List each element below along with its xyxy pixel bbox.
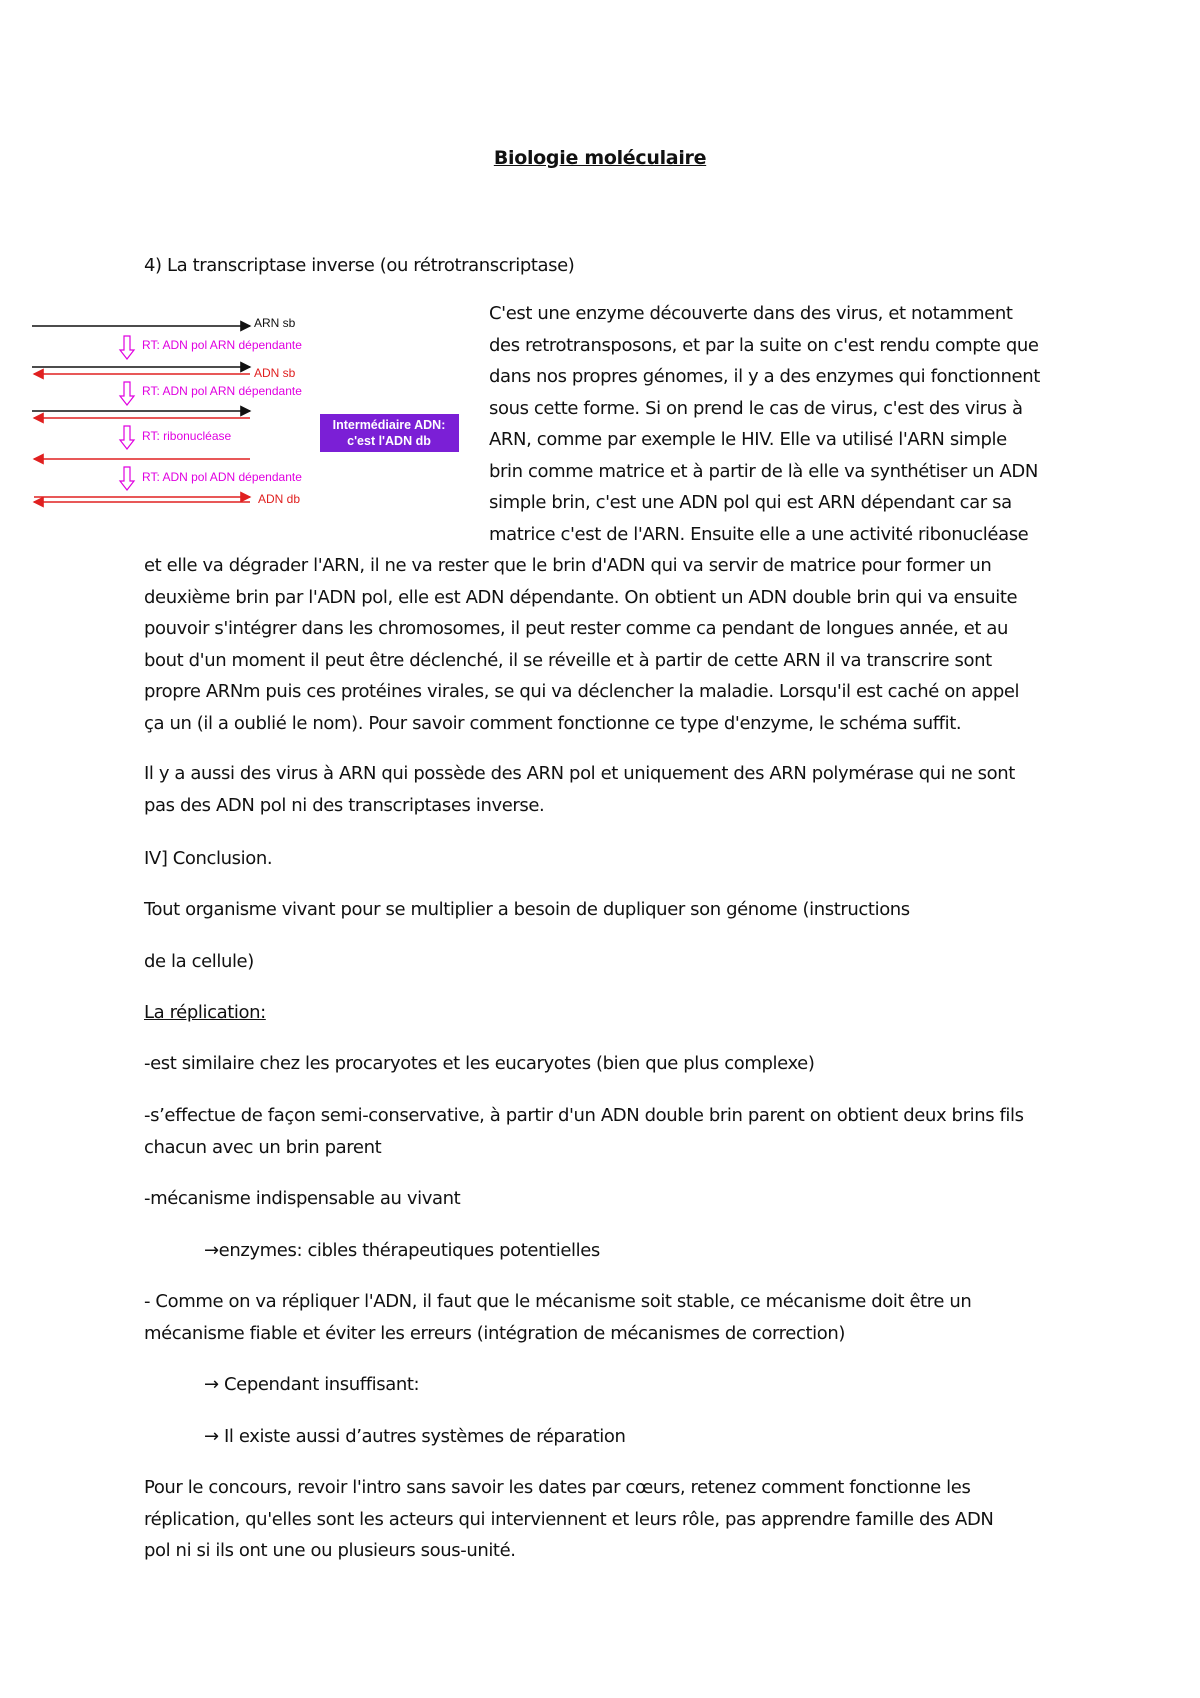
text-line: - Comme on va répliquer l'ADN, il faut que le mécanisme soit stable, ce mécanisme doit être un — [144, 1291, 972, 1312]
page-title: Biologie moléculaire — [493, 147, 707, 169]
text-line: dans nos propres génomes, il y a des enzymes qui fonctionnent — [489, 366, 1040, 387]
organism-line-1: Tout organisme vivant pour se multiplier a besoin de dupliquer son génome (instructions — [144, 899, 910, 920]
text-line: C'est une enzyme découverte dans des virus, et notamment — [489, 303, 1013, 324]
label-rt-ribonuclease: RT: ribonucléase — [142, 429, 232, 443]
down-arrow-icon — [120, 336, 134, 359]
bullet-semi-conservative — [144, 1100, 1064, 1163]
box-line-2: c'est l'ADN db — [347, 434, 431, 448]
arrow-enzymes: →enzymes: cibles thérapeutiques potentielles — [204, 1240, 600, 1261]
text-line: pas des ADN pol ni des transcriptases inverse. — [144, 794, 545, 816]
text-line: simple brin, c'est une ADN pol qui est ARN dépendant car sa — [489, 492, 1012, 513]
replication-heading: La réplication: — [144, 1002, 266, 1023]
section-heading: 4) La transcriptase inverse (ou rétrotranscriptase) — [144, 255, 575, 276]
continuation-paragraph — [144, 550, 1064, 739]
label-rt-adn-pol-arn-2: RT: ADN pol ARN dépendante — [142, 384, 302, 398]
text-line: ARN, comme par exemple le HIV. Elle va utilisé l'ARN simple — [489, 429, 1007, 450]
text-line: pol ni si ils ont une ou plusieurs sous-unité. — [144, 1540, 516, 1561]
arrow-other-systems: → Il existe aussi d’autres systèmes de réparation — [204, 1426, 626, 1447]
text-line: Il y a aussi des virus à ARN qui possède des ARN pol et uniquement des ARN polymérase qui ne sont — [144, 763, 1015, 784]
bullet-mechanism: -mécanisme indispensable au vivant — [144, 1188, 461, 1209]
arrow-insufficient: → Cependant insuffisant: — [204, 1374, 420, 1395]
text-line: mécanisme fiable et éviter les erreurs (intégration de mécanismes de correction) — [144, 1322, 845, 1344]
label-rt-adn-pol-arn-1: RT: ADN pol ARN dépendante — [142, 338, 302, 352]
text-line: -s’effectue de façon semi-conservative, à partir d'un ADN double brin parent on obtient deux brins fils — [144, 1105, 1024, 1126]
text-line: pouvoir s'intégrer dans les chromosomes, il peut rester comme ca pendant de longues année, et au — [144, 618, 1009, 639]
bullet-stable — [144, 1286, 1064, 1349]
label-rt-adn-pol-adn: RT: ADN pol ADN dépendante — [142, 470, 302, 484]
contest-paragraph — [144, 1472, 1064, 1567]
text-line: propre ARNm puis ces protéines virales, se qui va déclencher la maladie. Lorsqu'il est caché on appel — [144, 681, 1020, 702]
label-adn-sb: ADN sb — [254, 366, 296, 380]
text-line: réplication, qu'elles sont les acteurs qui interviennent et leurs rôle, pas apprendre famille des ADN — [144, 1508, 994, 1530]
text-line: deuxième brin par l'ADN pol, elle est ADN dépendante. On obtient un ADN double brin qui va ensuite — [144, 586, 1018, 608]
organism-line-2: de la cellule) — [144, 951, 254, 972]
label-arn-sb: ARN sb — [254, 316, 296, 330]
text-line: et elle va dégrader l'ARN, il ne va rester que le brin d'ADN qui va servir de matrice pour former un — [144, 555, 992, 576]
text-line: sous cette forme. Si on prend le cas de virus, c'est des virus à — [489, 397, 1023, 419]
box-line-1: Intermédiaire ADN: — [332, 418, 446, 432]
down-arrow-icon — [120, 382, 134, 405]
intro-paragraph — [489, 298, 1069, 550]
conclusion-heading: IV] Conclusion. — [144, 848, 273, 869]
reverse-transcription-diagram — [28, 316, 468, 512]
arn-virus-paragraph — [144, 758, 1064, 821]
text-line: ça un (il a oublié le nom). Pour savoir comment fonctionne ce type d'enzyme, le schéma suffit. — [144, 712, 962, 734]
text-line: bout d'un moment il peut être déclenché, il se réveille et à partir de cette ARN il va transcrire sont — [144, 649, 992, 671]
text-line: Pour le concours, revoir l'intro sans savoir les dates par cœurs, retenez comment fonctionne les — [144, 1477, 971, 1498]
down-arrow-icon — [120, 426, 134, 449]
text-line: matrice c'est de l'ARN. Ensuite elle a une activité ribonucléase — [489, 523, 1029, 545]
bullet-similar: -est similaire chez les procaryotes et les eucaryotes (bien que plus complexe) — [144, 1053, 815, 1074]
text-line: brin comme matrice et à partir de là elle va synthétiser un ADN — [489, 460, 1038, 482]
text-line: des retrotransposons, et par la suite on c'est rendu compte que — [489, 334, 1039, 356]
label-adn-db: ADN db — [258, 492, 301, 506]
text-line: chacun avec un brin parent — [144, 1136, 382, 1158]
down-arrow-icon — [120, 467, 134, 490]
